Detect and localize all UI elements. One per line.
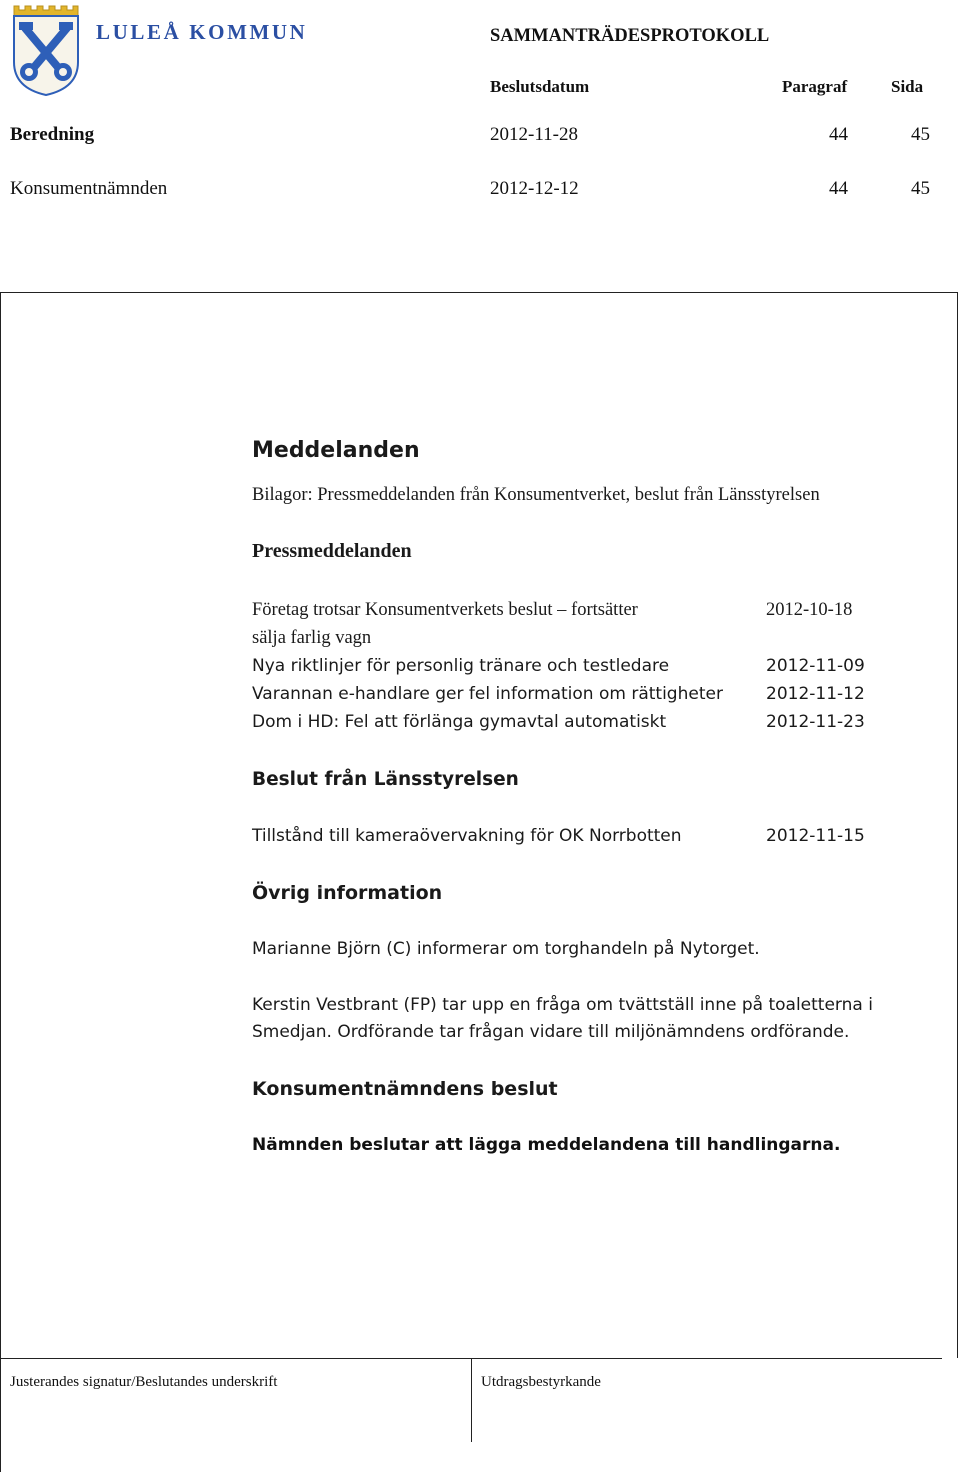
content-frame-top [0, 292, 958, 293]
row-body-name: Konsumentnämnden [10, 178, 168, 199]
signature-label: Justerandes signatur/Beslutandes underskrift [10, 1374, 278, 1390]
press-item-date: 2012-11-09 [766, 656, 865, 676]
decision-text: Nämnden beslutar att lägga meddelandena till handlingarna. [252, 1135, 841, 1155]
decision-heading: Konsumentnämndens beslut [252, 1078, 558, 1100]
column-header-date: Beslutsdatum [490, 77, 590, 96]
column-header-paragraph: Paragraf [782, 77, 848, 96]
press-item-title: Företag trotsar Konsumentverkets beslut – fortsätter [252, 600, 638, 620]
row-paragraph: 44 [829, 124, 848, 145]
press-heading: Pressmeddelanden [252, 540, 412, 562]
press-item-date: 2012-11-23 [766, 712, 865, 732]
row-page: 45 [911, 124, 930, 145]
attachments-text: Bilagor: Pressmeddelanden från Konsumentverket, beslut från Länsstyrelsen [252, 485, 820, 505]
municipality-crest-logo [11, 4, 81, 96]
footer-column-divider [471, 1358, 472, 1442]
other-info-paragraph: Marianne Björn (C) informerar om torghandeln på Nytorget. [252, 939, 760, 959]
other-info-paragraph: Kerstin Vestbrant (FP) tar upp en fråga om tvättställ inne på toaletterna i [252, 995, 873, 1015]
county-item-title: Tillstånd till kameraövervakning för OK Norrbotten [252, 826, 682, 846]
press-item-date: 2012-11-12 [766, 684, 865, 704]
document-type: SAMMANTRÄDESPROTOKOLL [490, 26, 770, 46]
press-item-title: Nya riktlinjer för personlig tränare och testledare [252, 656, 670, 676]
row-paragraph: 44 [829, 178, 848, 199]
county-item-date: 2012-11-15 [766, 826, 865, 846]
other-information-heading: Övrig information [252, 882, 443, 904]
row-decision-date: 2012-11-28 [490, 124, 578, 145]
content-frame-right [957, 292, 958, 1358]
press-item-title: Dom i HD: Fel att förlänga gymavtal automatiskt [252, 712, 667, 732]
row-decision-date: 2012-12-12 [490, 178, 579, 199]
content-frame-left [0, 292, 1, 1472]
press-item-date: 2012-10-18 [766, 600, 853, 620]
row-body-name: Beredning [10, 124, 95, 145]
other-info-paragraph-cont: Smedjan. Ordförande tar frågan vidare till miljönämndens ordförande. [252, 1022, 850, 1042]
county-decision-heading: Beslut från Länsstyrelsen [252, 769, 519, 790]
extract-certification-label: Utdragsbestyrkande [481, 1374, 601, 1390]
section-title: Meddelanden [252, 438, 420, 463]
organization-name: LULEÅ KOMMUN [96, 20, 308, 44]
row-page: 45 [911, 178, 930, 199]
press-item-title-cont: sälja farlig vagn [252, 628, 372, 648]
column-header-page: Sida [891, 77, 924, 96]
press-item-title: Varannan e-handlare ger fel information om rättigheter [252, 684, 723, 704]
